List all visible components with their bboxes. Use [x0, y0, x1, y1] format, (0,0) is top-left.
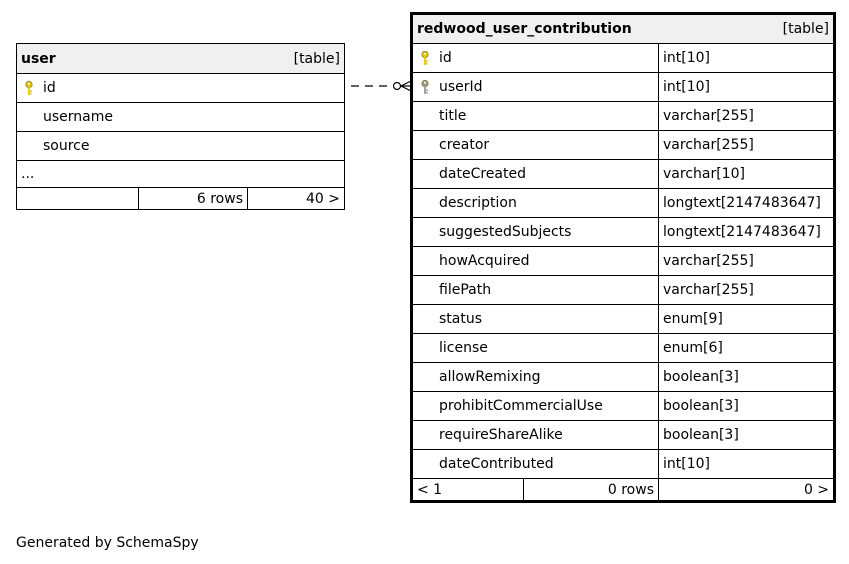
- relationship-zero-marker: [394, 83, 401, 90]
- contribution-column-row[interactable]: [412, 305, 835, 334]
- contribution-column-row[interactable]: [412, 363, 835, 392]
- contribution-column-type: varchar[255]: [659, 276, 835, 305]
- contribution-column-type: boolean[3]: [659, 363, 835, 392]
- user-column-row[interactable]: [17, 74, 345, 103]
- user-table-more: ...: [21, 166, 35, 182]
- contribution-column-name: filePath: [439, 282, 492, 298]
- user-column-row[interactable]: [17, 103, 345, 132]
- contribution-table[interactable]: [410, 12, 836, 503]
- contribution-column-name: title: [439, 108, 467, 124]
- user-table-type: [table]: [293, 50, 340, 67]
- contribution-column-row[interactable]: [412, 421, 835, 450]
- contribution-column-row[interactable]: [412, 450, 835, 479]
- contribution-column-type: int[10]: [659, 450, 835, 479]
- contribution-column-row[interactable]: [412, 73, 835, 102]
- contribution-column-name: description: [439, 195, 517, 211]
- contribution-column-type: varchar[255]: [659, 247, 835, 276]
- contribution-column-type: enum[9]: [659, 305, 835, 334]
- contribution-table-name: redwood_user_contribution: [417, 21, 632, 37]
- contribution-column-row[interactable]: [412, 247, 835, 276]
- contribution-column-type: varchar[10]: [659, 160, 835, 189]
- contribution-column-name: howAcquired: [439, 253, 530, 269]
- contribution-column-name: requireShareAlike: [439, 427, 563, 443]
- contribution-column-name: dateCreated: [439, 166, 526, 182]
- user-column-name: username: [43, 109, 113, 125]
- contribution-column-name: prohibitCommercialUse: [439, 398, 603, 414]
- contribution-table-header[interactable]: [412, 14, 835, 44]
- foreign-key-icon: [419, 79, 435, 95]
- contribution-column-type: boolean[3]: [659, 421, 835, 450]
- contribution-column-row[interactable]: [412, 131, 835, 160]
- contribution-column-name: dateContributed: [439, 456, 554, 472]
- contribution-column-row[interactable]: [412, 334, 835, 363]
- user-table-header[interactable]: [17, 44, 345, 74]
- contribution-row-count: 0 rows: [524, 479, 659, 502]
- contribution-column-row[interactable]: [412, 160, 835, 189]
- user-table-name: user: [21, 50, 56, 67]
- contribution-column-type: varchar[255]: [659, 102, 835, 131]
- generated-by-footer: Generated by SchemaSpy: [16, 535, 199, 551]
- user-column-name: id: [43, 80, 56, 96]
- user-column-row[interactable]: [17, 132, 345, 161]
- contribution-column-row[interactable]: [412, 218, 835, 247]
- contribution-column-row[interactable]: [412, 276, 835, 305]
- contribution-column-type: varchar[255]: [659, 131, 835, 160]
- contribution-parents-link[interactable]: < 1: [412, 479, 524, 502]
- user-table-footer: [17, 188, 345, 210]
- contribution-column-type: longtext[2147483647]: [659, 218, 835, 247]
- contribution-column-row[interactable]: [412, 189, 835, 218]
- primary-key-icon: [419, 50, 435, 66]
- contribution-column-type: enum[6]: [659, 334, 835, 363]
- contribution-column-name: allowRemixing: [439, 369, 541, 385]
- contribution-column-name: userId: [439, 79, 483, 95]
- contribution-column-name: license: [439, 340, 488, 356]
- contribution-column-name: id: [439, 50, 452, 66]
- contribution-column-name: creator: [439, 137, 490, 153]
- contribution-column-row[interactable]: [412, 392, 835, 421]
- user-column-name: source: [43, 138, 90, 154]
- primary-key-icon: [23, 80, 39, 96]
- user-children-link[interactable]: 40 >: [248, 188, 345, 210]
- contribution-table-type: [table]: [782, 21, 830, 37]
- contribution-table-footer: [412, 479, 835, 502]
- contribution-column-type: int[10]: [659, 73, 835, 102]
- contribution-column-name: status: [439, 311, 483, 327]
- user-table[interactable]: [16, 43, 345, 210]
- contribution-column-row[interactable]: [412, 102, 835, 131]
- contribution-children-link[interactable]: 0 >: [659, 479, 835, 502]
- user-row-count: 6 rows: [139, 188, 248, 210]
- contribution-column-row[interactable]: [412, 44, 835, 73]
- user-footer-left: [17, 188, 139, 210]
- contribution-column-type: int[10]: [659, 44, 835, 73]
- contribution-column-type: longtext[2147483647]: [659, 189, 835, 218]
- contribution-column-type: boolean[3]: [659, 392, 835, 421]
- user-table-ellipsis-row: [17, 161, 345, 188]
- contribution-column-name: suggestedSubjects: [439, 224, 572, 240]
